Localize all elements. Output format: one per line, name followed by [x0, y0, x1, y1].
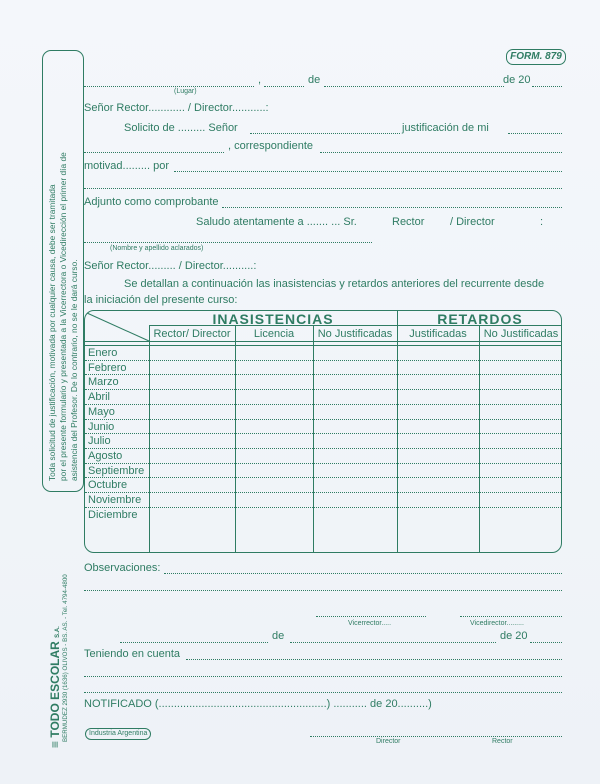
rector-signature-label: Rector — [492, 738, 513, 745]
col-justificadas: Justificadas — [409, 328, 467, 340]
side-note-line-1: Toda solicitud de justificación, motivada por cualquier causa, debe ser tramitada — [47, 184, 57, 481]
month-label: Diciembre — [88, 508, 138, 521]
publisher-brand: ≡ TODO ESCOLAR S.A. — [48, 626, 62, 748]
adjunto-label: Adjunto como comprobante — [84, 196, 219, 208]
senor-rector-line-2: Señor Rector......... / Director..........: — [84, 260, 257, 272]
month-label: Marzo — [88, 376, 119, 389]
senor-rector-line-1: Señor Rector............ / Director...........: — [84, 102, 269, 114]
detallan-line-1: Se detallan a continuación las inasistencias y retardos anteriores del recurrente desde — [124, 278, 545, 290]
month-label: Septiembre — [88, 464, 145, 477]
notificado-line: NOTIFICADO (.......................................................) ........... de 20..........) — [84, 698, 432, 710]
industria-argentina-badge: Industria Argentina — [85, 728, 151, 740]
table-row-divider — [85, 477, 561, 478]
footer-year: de 20 — [500, 630, 528, 642]
director-label: / Director — [450, 216, 495, 228]
month-label: Febrero — [88, 361, 127, 374]
month-label: Abril — [88, 391, 111, 404]
col-no-justificadas-retardos: No Justificadas — [483, 328, 559, 340]
side-instruction-box — [42, 50, 84, 492]
solicito-label: Solicito de ......... Señor — [124, 122, 238, 134]
header-year: de 20 — [503, 74, 531, 86]
director-signature-label: Director — [376, 738, 401, 745]
month-label: Noviembre — [88, 494, 142, 507]
vicedirector-label: Vicedirector......... — [470, 620, 524, 627]
saludo-label: Saludo atentamente a ....... ... Sr. — [196, 216, 357, 228]
lugar-label: (Lugar) — [174, 88, 197, 95]
table-row-divider — [85, 448, 561, 449]
nombre-aclarado-label: (Nombre y apellido aclarados) — [110, 245, 204, 252]
form-number: FORM. 879 — [506, 49, 566, 65]
col-no-justificadas-inasistencias: No Justificadas — [317, 328, 393, 340]
table-row-divider — [85, 389, 561, 390]
table-row-divider — [85, 419, 561, 420]
form-sheet: FORM. 879 Toda solicitud de justificación, motivada por cualquier causa, debe ser tramitada por el presente formulario y presentada a la Vicerrectora o Vicedirección el primer día de asistencia del Profesor. De lo contrario, no se le dará curso. ≡ TODO ESCOLAR S.A. BERMUDEZ 2930 (1636) OLIVOS - BS. AS. - Tel. 4794-4800 , de de 20 (Lugar) Señor Rector............ / Director...........: Solicito de ......... Señor justificación de mi , correspondiente motivad......... por Adjunto como comprobante Saludo atentamente a ....... ... Sr. Rector / Director : (Nombre y apellido aclarados) Señor Rector......... / Director..........: Se detallan a continuación las inasistencias y retardos anteriores del recurrente desde la iniciación del presente curso: INASISTENCIAS RETARDOS Rector/ Director Licencia No Justificadas Justificadas No Justificadas Enero Febrero Marzo Abril Mayo Junio Julio Agosto Septiembre Octubre Noviembre Diciembre Observaciones: Vicerrector..... Vicedirector......... de de 20 Teniendo en cuenta NOTIFICADO (.......................................................) ........... de 20..........) Industria Argentina Director Rector — [0, 0, 600, 784]
inasistencias-header: INASISTENCIAS — [212, 311, 334, 327]
table-row-divider — [85, 463, 561, 464]
month-label: Junio — [88, 420, 115, 433]
correspondiente-label: , correspondiente — [228, 140, 313, 152]
month-label: Enero — [88, 347, 118, 359]
publisher-address: BERMUDEZ 2930 (1636) OLIVOS - BS. AS. - Tel. 4794-4800 — [62, 574, 69, 742]
motivad-label: motivad......... por — [84, 160, 169, 172]
retardos-header: RETARDOS — [437, 311, 523, 327]
col-rector-director: Rector/ Director — [153, 328, 231, 340]
rector-label: Rector — [392, 216, 425, 228]
publisher-logo-icon: ≡ — [48, 740, 62, 748]
attendance-table — [84, 310, 562, 553]
vicerrector-label: Vicerrector..... — [348, 620, 392, 627]
header-de: de — [308, 74, 321, 86]
table-row-divider — [85, 492, 561, 493]
col-licencia: Licencia — [253, 328, 295, 340]
table-row-divider — [85, 360, 561, 361]
teniendo-label: Teniendo en cuenta — [84, 648, 181, 660]
observaciones-label: Observaciones: — [84, 562, 161, 574]
detallan-line-2: la iniciación del presente curso: — [84, 294, 238, 306]
month-label: Octubre — [88, 479, 128, 492]
corner-diagonal — [85, 311, 151, 343]
justificacion-label: justificación de mi — [402, 122, 489, 134]
table-row-divider — [85, 507, 561, 508]
table-row-divider — [85, 433, 561, 434]
month-label: Julio — [88, 435, 111, 448]
month-label: Mayo — [88, 405, 115, 418]
side-note-line-3: asistencia del Profesor. De lo contrario, no se le dará curso. — [69, 259, 79, 481]
table-row-divider — [85, 404, 561, 405]
table-row-divider — [85, 374, 561, 375]
month-label: Agosto — [88, 450, 123, 463]
side-note-line-2: por el presente formulario y presentada a la Vicerrectora o Vicedirección el primer día de — [58, 152, 68, 481]
footer-de: de — [272, 630, 285, 642]
